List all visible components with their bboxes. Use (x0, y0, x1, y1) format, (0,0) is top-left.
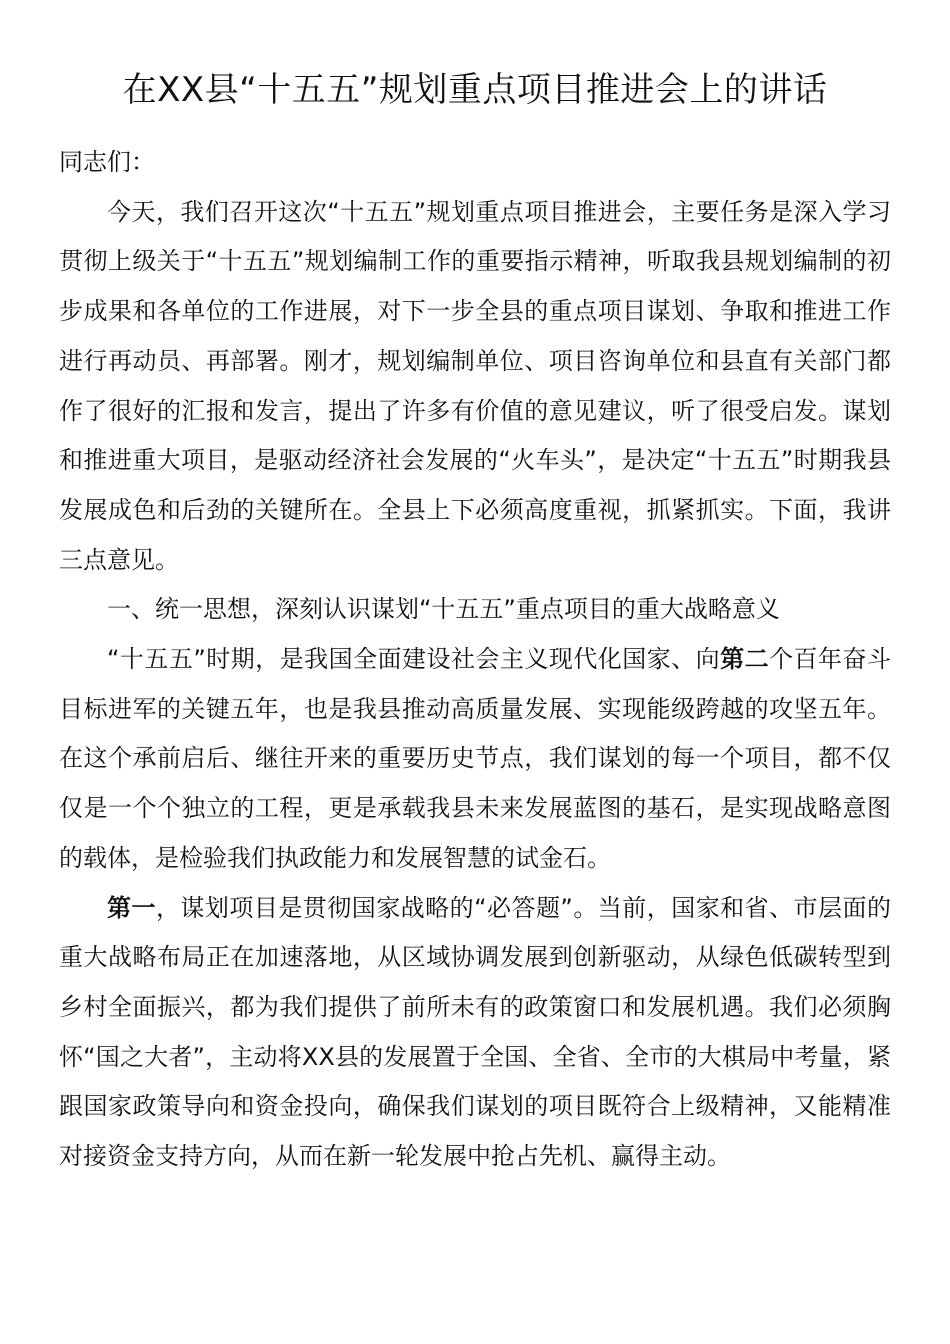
document-title: 在XX县“十五五”规划重点项目推进会上的讲话 (122, 70, 828, 110)
section-1-paragraph (59, 635, 891, 884)
opening-paragraph: 今天，我们召开这次“十五五”规划重点项目推进会，主要任务是深入学习贯彻上级关于“十五五”规划编制工作的重要指示精神，听取我县规划编制的初步成果和各单位的工作进展，对下一步全县的重点项目谋划、争取和推进工作进行再动员、再部署。刚才，规划编制单位、项目咨询单位和县直有关部门都作了很好的汇报和发言，提出了许多有价值的意见建议，听了很受启发。谋划和推进重大项目，是驱动经济社会发展的“火车头”，是决定“十五五”时期我县发展成色和后劲的关键所在。全县上下必须高度重视，抓紧抓实。下面，我讲三点意见。 (59, 197, 891, 574)
point-1-paragraph (59, 884, 891, 1182)
document-body (59, 138, 891, 1182)
section-1-bold-text: 第二 (720, 645, 770, 674)
section-1-text-after: 个百年奋斗目标进军的关键五年，也是我县推动高质量发展、实现能级跨越的攻坚五年。在这个承前启后、继往开来的重要历史节点，我们谋划的每一个项目，都不仅仅是一个个独立的工程，更是承载我县未来发展蓝图的基石，是实现战略意图的载体，是检验我们执政能力和发展智慧的试金石。 (59, 645, 891, 872)
section-1-heading: 一、统一思想，深刻认识谋划“十五五”重点项目的重大战略意义 (107, 595, 780, 624)
point-1-text: ，谋划项目是贯彻国家战略的“必答题”。当前，国家和省、市层面的重大战略布局正在加速落地，从区域协调发展到创新驱动，从绿色低碳转型到乡村全面振兴，都为我们提供了前所未有的政策窗口和发展机遇。我们必须胸怀“国之大者”，主动将XX县的发展置于全国、全省、全市的大棋局中考量，紧跟国家政策导向和资金投向，确保我们谋划的项目既符合上级精神，又能精准对接资金支持方向，从而在新一轮发展中抢占先机、赢得主动。 (59, 893, 891, 1171)
salutation: 同志们： (59, 148, 155, 176)
section-1-text-before: “十五五”时期，是我国全面建设社会主义现代化国家、向 (107, 645, 721, 674)
point-1-label: 第一 (107, 893, 156, 922)
